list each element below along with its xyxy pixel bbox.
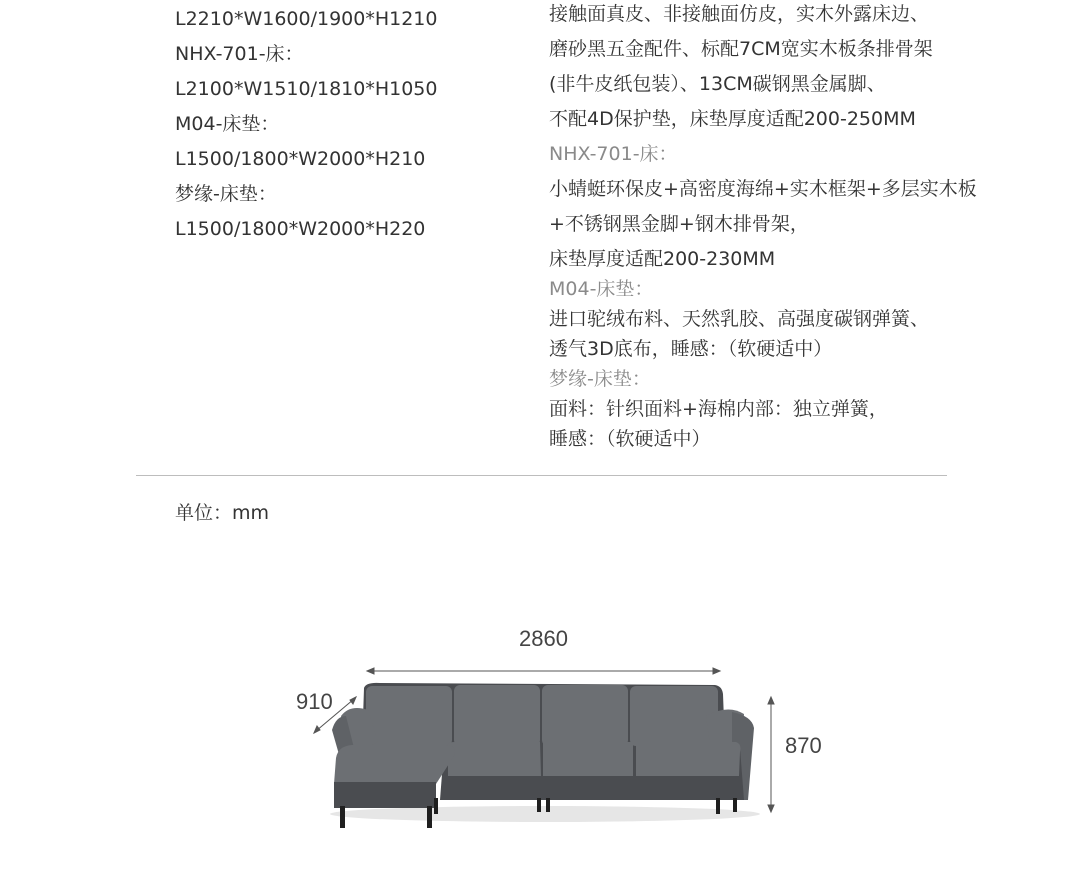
material-line: 进口驼绒布料、天然乳胶、高强度碳钢弹簧、 <box>549 308 930 330</box>
chaise-base <box>334 782 436 808</box>
chaise-seat <box>334 745 455 784</box>
material-category: M04-床垫： <box>549 278 654 300</box>
depth-dimension-label: 910 <box>296 689 333 714</box>
seat-cushions <box>448 742 741 776</box>
width-dimension-label: 2860 <box>519 626 568 651</box>
width-dimension-line <box>367 668 720 674</box>
spec-line: L1500/1800*W2000*H220 <box>175 218 426 240</box>
spec-line: L1500/1800*W2000*H210 <box>175 148 426 170</box>
material-line: 小蜻蜓环保皮+高密度海绵+实木框架+多层实木板 <box>549 178 977 200</box>
material-line: 睡感：（软硬适中） <box>549 428 711 450</box>
material-line: 不配4D保护垫，床垫厚度适配200-250MM <box>549 108 916 130</box>
spec-line: M04-床垫： <box>175 113 280 135</box>
height-dimension-line <box>768 697 774 812</box>
height-dimension-label: 870 <box>785 733 822 758</box>
floor-shadow <box>330 806 760 822</box>
material-line: 透气3D底布，睡感：（软硬适中） <box>549 338 833 360</box>
material-line: (非牛皮纸包装）、13CM碳钢黑金属脚、 <box>549 73 886 95</box>
unit-label: 单位：mm <box>175 502 270 524</box>
material-line: +不锈钢黑金脚+钢木排骨架， <box>549 213 809 235</box>
material-line: 床垫厚度适配200-230MM <box>549 248 776 270</box>
spec-line: NHX-701-床： <box>175 43 304 65</box>
spec-line: 梦缘-床垫： <box>175 183 277 205</box>
back-cushions <box>366 685 718 746</box>
spec-line: L2100*W1510/1810*H1050 <box>175 78 438 100</box>
material-line: 接触面真皮、非接触面仿皮，实木外露床边、 <box>549 3 930 25</box>
material-line: 磨砂黑五金配件、标配7CM宽实木板条排骨架 <box>549 38 933 60</box>
spec-line: L2210*W1600/1900*H1210 <box>175 8 438 30</box>
material-line: 面料：针织面料+海棉内部：独立弹簧， <box>549 398 888 420</box>
material-category: 梦缘-床垫： <box>549 368 651 390</box>
material-category: NHX-701-床： <box>549 143 678 165</box>
